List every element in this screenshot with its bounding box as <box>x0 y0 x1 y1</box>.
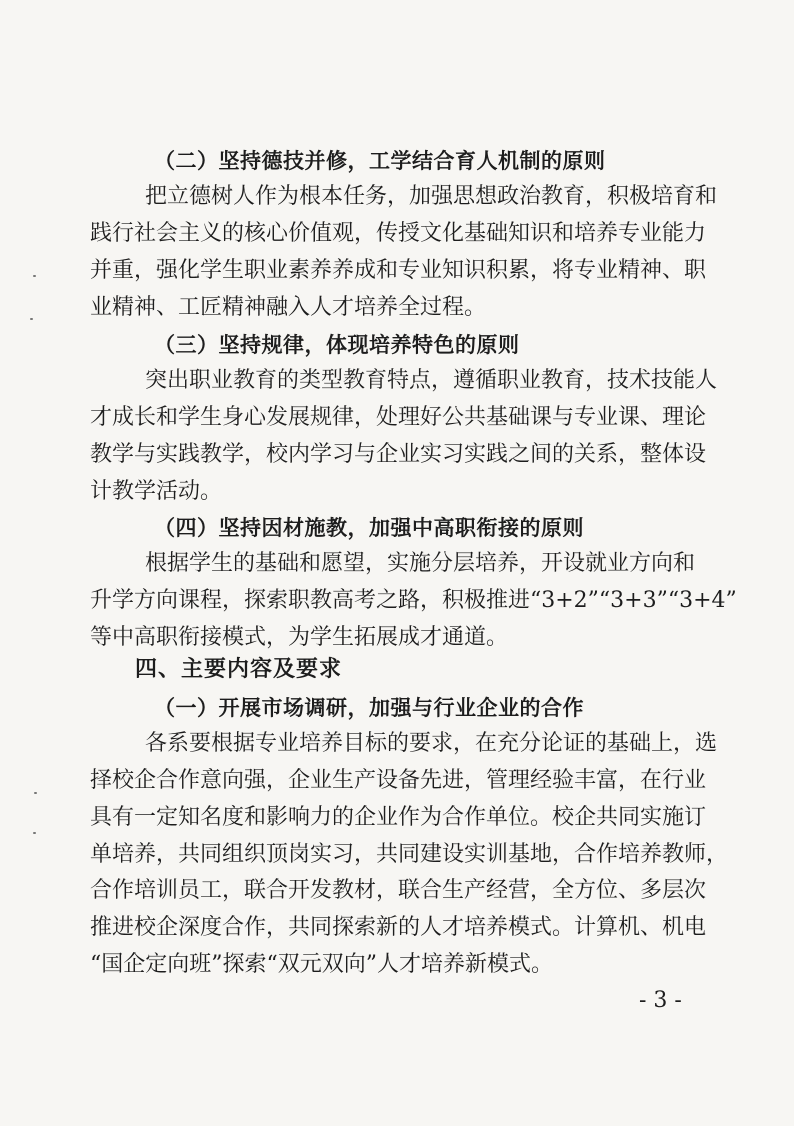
paragraph-line: 把立德树人作为根本任务，加强思想政治教育，积极培育和 <box>145 184 718 209</box>
subheading-4: （四）坚持因材施教，加强中高职衔接的原则 <box>154 515 584 540</box>
section-heading-4: 四、主要内容及要求 <box>135 656 343 682</box>
paragraph-line: 具有一定知名度和影响力的企业作为合作单位。校企共同实施订 <box>90 805 707 830</box>
scan-speck <box>33 275 36 277</box>
paragraph-line: 计教学活动。 <box>90 479 223 504</box>
scan-speck <box>30 318 33 320</box>
paragraph-line: 合作培训员工，联合开发教材，联合生产经营，全方位、多层次 <box>90 878 707 903</box>
paragraph-line: 推进校企深度合作，共同探索新的人才培养模式。计算机、机电 <box>90 915 707 940</box>
paragraph-line: 根据学生的基础和愿望，实施分层培养，开设就业方向和 <box>145 551 696 576</box>
paragraph-line: 并重，强化学生职业素养养成和专业知识积累，将专业精神、职 <box>90 258 707 283</box>
paragraph-line: 等中高职衔接模式，为学生拓展成才通道。 <box>90 625 509 650</box>
paragraph-line: “国企定向班”探索“双元双向”人才培养新模式。 <box>90 952 553 977</box>
subheading-2: （二）坚持德技并修，工学结合育人机制的原则 <box>154 148 606 173</box>
paragraph-line: 各系要根据专业培养目标的要求，在充分论证的基础上，选 <box>145 731 718 756</box>
scan-speck <box>34 792 37 794</box>
subheading-4-1: （一）开展市场调研，加强与行业企业的合作 <box>154 695 584 720</box>
page-number: - 3 - <box>639 988 682 1013</box>
paragraph-line: 践行社会主义的核心价值观，传授文化基础知识和培养专业能力 <box>90 221 707 246</box>
scan-speck <box>33 832 36 834</box>
paragraph-line: 单培养，共同组织顶岗实习，共同建设实训基地，合作培养教师， <box>90 842 729 867</box>
paragraph-line: 突出职业教育的类型教育特点，遵循职业教育，技术技能人 <box>145 368 718 393</box>
subheading-3: （三）坚持规律，体现培养特色的原则 <box>154 332 520 357</box>
paragraph-line: 升学方向课程，探索职教高考之路，积极推进“3+2”“3+3”“3+4” <box>90 588 737 613</box>
paragraph-line: 才成长和学生身心发展规律，处理好公共基础课与专业课、理论 <box>90 405 707 430</box>
paragraph-line: 择校企合作意向强，企业生产设备先进，管理经验丰富，在行业 <box>90 768 707 793</box>
paragraph-line: 教学与实践教学，校内学习与企业实习实践之间的关系，整体设 <box>90 442 707 467</box>
paragraph-line: 业精神、工匠精神融入人才培养全过程。 <box>90 295 487 320</box>
